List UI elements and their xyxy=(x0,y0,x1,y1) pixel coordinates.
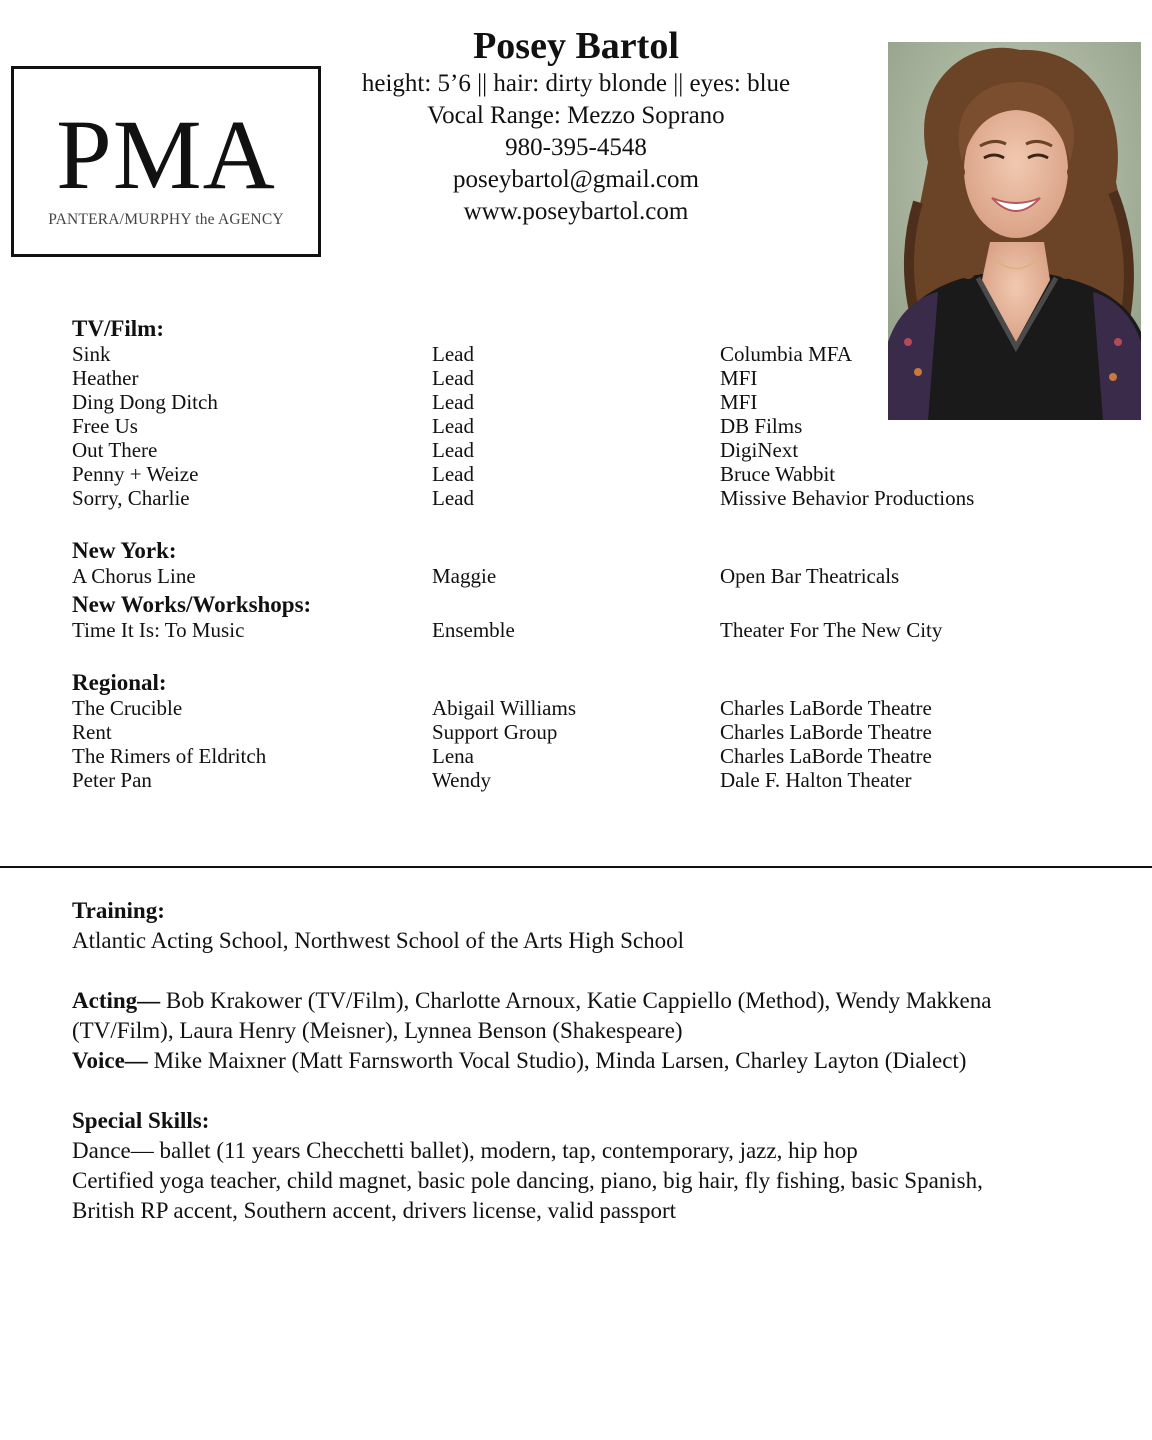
section-label-training: Training: xyxy=(72,898,165,923)
credit-role: Lead xyxy=(432,462,474,486)
credit-title: Free Us xyxy=(72,414,138,438)
email-address[interactable]: poseybartol@gmail.com xyxy=(453,166,699,193)
credit-company: Open Bar Theatricals xyxy=(720,564,900,588)
logo-agency-name: PANTERA/MURPHY the AGENCY xyxy=(48,211,284,228)
acting-label: Acting— xyxy=(72,988,161,1013)
vocal-range: Vocal Range: Mezzo Soprano xyxy=(427,102,725,129)
credit-title: Peter Pan xyxy=(72,768,152,792)
skills-line: British RP accent, Southern accent, drivers license, valid passport xyxy=(72,1198,677,1223)
credit-company: Bruce Wabbit xyxy=(720,462,836,486)
section-label-new-works: New Works/Workshops: xyxy=(72,592,312,617)
teachers-section xyxy=(72,986,1072,1076)
agency-logo xyxy=(11,66,321,257)
credit-company: DigiNext xyxy=(720,438,799,462)
credit-row xyxy=(0,438,1152,462)
credit-role: Wendy xyxy=(432,768,491,792)
section-divider xyxy=(0,866,1152,868)
credit-company: Theater For The New City xyxy=(720,618,943,642)
skills-line: Dance— ballet (11 years Checchetti ballet), modern, tap, contemporary, jazz, hip hop xyxy=(72,1138,858,1163)
credit-title: Penny + Weize xyxy=(72,462,199,486)
credit-role: Lead xyxy=(432,390,474,414)
credit-title: Out There xyxy=(72,438,158,462)
logo-mark: PMA xyxy=(56,99,276,210)
credit-company: Columbia MFA xyxy=(720,342,853,366)
acting-teachers-text: Bob Krakower (TV/Film), Charlotte Arnoux, Katie Cappiello (Method), Wendy Makkena xyxy=(160,988,992,1013)
voice-teachers-text: Mike Maixner (Matt Farnsworth Vocal Studio), Minda Larsen, Charley Layton (Dialect) xyxy=(147,1048,967,1073)
phone-number: 980-395-4548 xyxy=(505,134,647,161)
skills-line: Certified yoga teacher, child magnet, basic pole dancing, piano, big hair, fly fishing, basic Spanish, xyxy=(72,1168,983,1193)
credit-company: Charles LaBorde Theatre xyxy=(720,696,932,720)
credit-title: Rent xyxy=(72,720,112,744)
credit-company: Missive Behavior Productions xyxy=(720,486,975,510)
training-section xyxy=(72,896,1072,956)
credit-row xyxy=(0,696,1152,720)
credit-row xyxy=(0,390,1152,414)
voice-label: Voice— xyxy=(72,1048,148,1073)
credit-role: Lead xyxy=(432,438,474,462)
credit-row xyxy=(0,618,1152,642)
training-schools: Atlantic Acting School, Northwest School of the Arts High School xyxy=(72,928,685,953)
credit-title: Sink xyxy=(72,342,111,366)
credit-company: DB Films xyxy=(720,414,803,438)
credit-role: Lead xyxy=(432,366,474,390)
credit-title: Heather xyxy=(72,366,139,390)
credit-title: Ding Dong Ditch xyxy=(72,390,218,414)
credit-title: A Chorus Line xyxy=(72,564,196,588)
credit-row xyxy=(0,720,1152,744)
credit-title: Time It Is: To Music xyxy=(72,618,245,642)
section-label-regional: Regional: xyxy=(72,670,167,695)
credit-row xyxy=(0,744,1152,768)
actor-name: Posey Bartol xyxy=(473,25,679,67)
credit-role: Ensemble xyxy=(432,618,515,642)
credit-company: Charles LaBorde Theatre xyxy=(720,720,932,744)
voice-teachers-line xyxy=(72,1046,1072,1076)
credit-role: Lead xyxy=(432,414,474,438)
credit-company: MFI xyxy=(720,390,758,414)
section-label-tv-film: TV/Film: xyxy=(72,316,164,341)
acting-teachers-line2: (TV/Film), Laura Henry (Meisner), Lynnea Benson (Shakespeare) xyxy=(72,1018,683,1043)
credit-row xyxy=(0,414,1152,438)
credit-role: Abigail Williams xyxy=(432,696,577,720)
credit-row xyxy=(0,366,1152,390)
credit-role: Lena xyxy=(432,744,474,768)
website-link[interactable]: www.poseybartol.com xyxy=(463,198,689,225)
credit-title: The Rimers of Eldritch xyxy=(72,744,267,768)
credit-row xyxy=(0,342,1152,366)
credit-title: The Crucible xyxy=(72,696,183,720)
credit-row xyxy=(0,486,1152,510)
special-skills-section xyxy=(72,1106,1072,1226)
acting-teachers-line1 xyxy=(72,986,1072,1016)
section-label-new-york: New York: xyxy=(72,538,177,563)
section-label-special-skills: Special Skills: xyxy=(72,1108,210,1133)
credit-role: Lead xyxy=(432,342,474,366)
credit-title: Sorry, Charlie xyxy=(72,486,190,510)
credit-role: Lead xyxy=(432,486,474,510)
credit-company: Charles LaBorde Theatre xyxy=(720,744,932,768)
physical-stats: height: 5’6 || hair: dirty blonde || eyes: blue xyxy=(361,70,791,97)
credit-company: MFI xyxy=(720,366,758,390)
credit-role: Support Group xyxy=(432,720,558,744)
credit-row xyxy=(0,462,1152,486)
contact-header xyxy=(326,24,826,228)
credit-company: Dale F. Halton Theater xyxy=(720,768,912,792)
credit-role: Maggie xyxy=(432,564,497,588)
credit-row xyxy=(0,768,1152,792)
credit-row xyxy=(0,564,1152,588)
